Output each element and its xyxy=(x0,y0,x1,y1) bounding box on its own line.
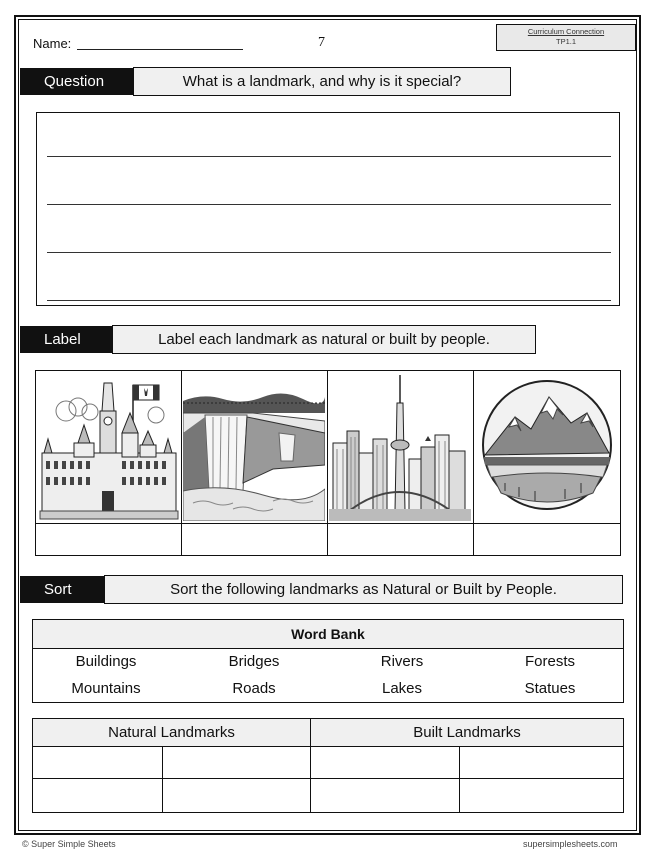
question-tab: Question xyxy=(20,68,133,95)
word-bank-item: Forests xyxy=(524,653,575,670)
label-answer-cell[interactable] xyxy=(36,524,181,555)
sort-cell[interactable] xyxy=(460,747,623,778)
mountain-image xyxy=(475,373,619,521)
parliament-building-image xyxy=(38,373,180,521)
answer-box[interactable] xyxy=(36,112,620,306)
word-bank-item: Bridges xyxy=(228,653,280,670)
sort-cell[interactable] xyxy=(33,779,162,812)
sort-cell[interactable] xyxy=(311,779,459,812)
natural-landmarks-header: Natural Landmarks xyxy=(33,719,310,747)
sort-cell[interactable] xyxy=(163,779,310,812)
answer-line[interactable] xyxy=(47,252,611,253)
footer-website[interactable]: supersimplesheets.com xyxy=(523,839,618,849)
landmark-label-grid xyxy=(35,370,621,556)
waterfall-image xyxy=(183,373,325,521)
curriculum-connection-box xyxy=(496,24,636,51)
label-prompt: Label each landmark as natural or built by people. xyxy=(112,325,536,354)
sort-cell[interactable] xyxy=(311,747,459,778)
footer-copyright: © Super Simple Sheets xyxy=(22,839,116,849)
answer-line[interactable] xyxy=(47,204,611,205)
curriculum-code: TP1.1 xyxy=(555,37,576,46)
sort-cell[interactable] xyxy=(163,747,310,778)
word-bank-title: Word Bank xyxy=(33,620,623,649)
label-answer-cell[interactable] xyxy=(474,524,620,555)
word-bank-item: Roads xyxy=(232,680,276,697)
question-prompt: What is a landmark, and why is it special? xyxy=(133,67,511,96)
label-answer-cell[interactable] xyxy=(182,524,327,555)
word-bank-item: Buildings xyxy=(75,653,137,670)
sort-tab: Sort xyxy=(20,576,104,603)
sort-cell[interactable] xyxy=(460,779,623,812)
word-bank xyxy=(32,619,624,703)
sort-prompt: Sort the following landmarks as Natural or Built by People. xyxy=(104,575,623,604)
name-label: Name: xyxy=(33,36,72,51)
label-tab: Label xyxy=(20,326,112,353)
answer-line[interactable] xyxy=(47,300,611,301)
sort-table xyxy=(32,718,624,813)
word-bank-item: Mountains xyxy=(71,680,141,697)
page-number: 7 xyxy=(318,35,325,50)
label-answer-cell[interactable] xyxy=(328,524,473,555)
curriculum-title: Curriculum Connection xyxy=(527,27,605,36)
sort-cell[interactable] xyxy=(33,747,162,778)
cn-tower-skyline-image xyxy=(329,373,471,521)
built-landmarks-header: Built Landmarks xyxy=(311,719,623,747)
word-bank-item: Rivers xyxy=(380,653,424,670)
answer-line[interactable] xyxy=(47,156,611,157)
name-field[interactable] xyxy=(77,49,243,50)
word-bank-item: Lakes xyxy=(381,680,423,697)
word-bank-item: Statues xyxy=(524,680,576,697)
